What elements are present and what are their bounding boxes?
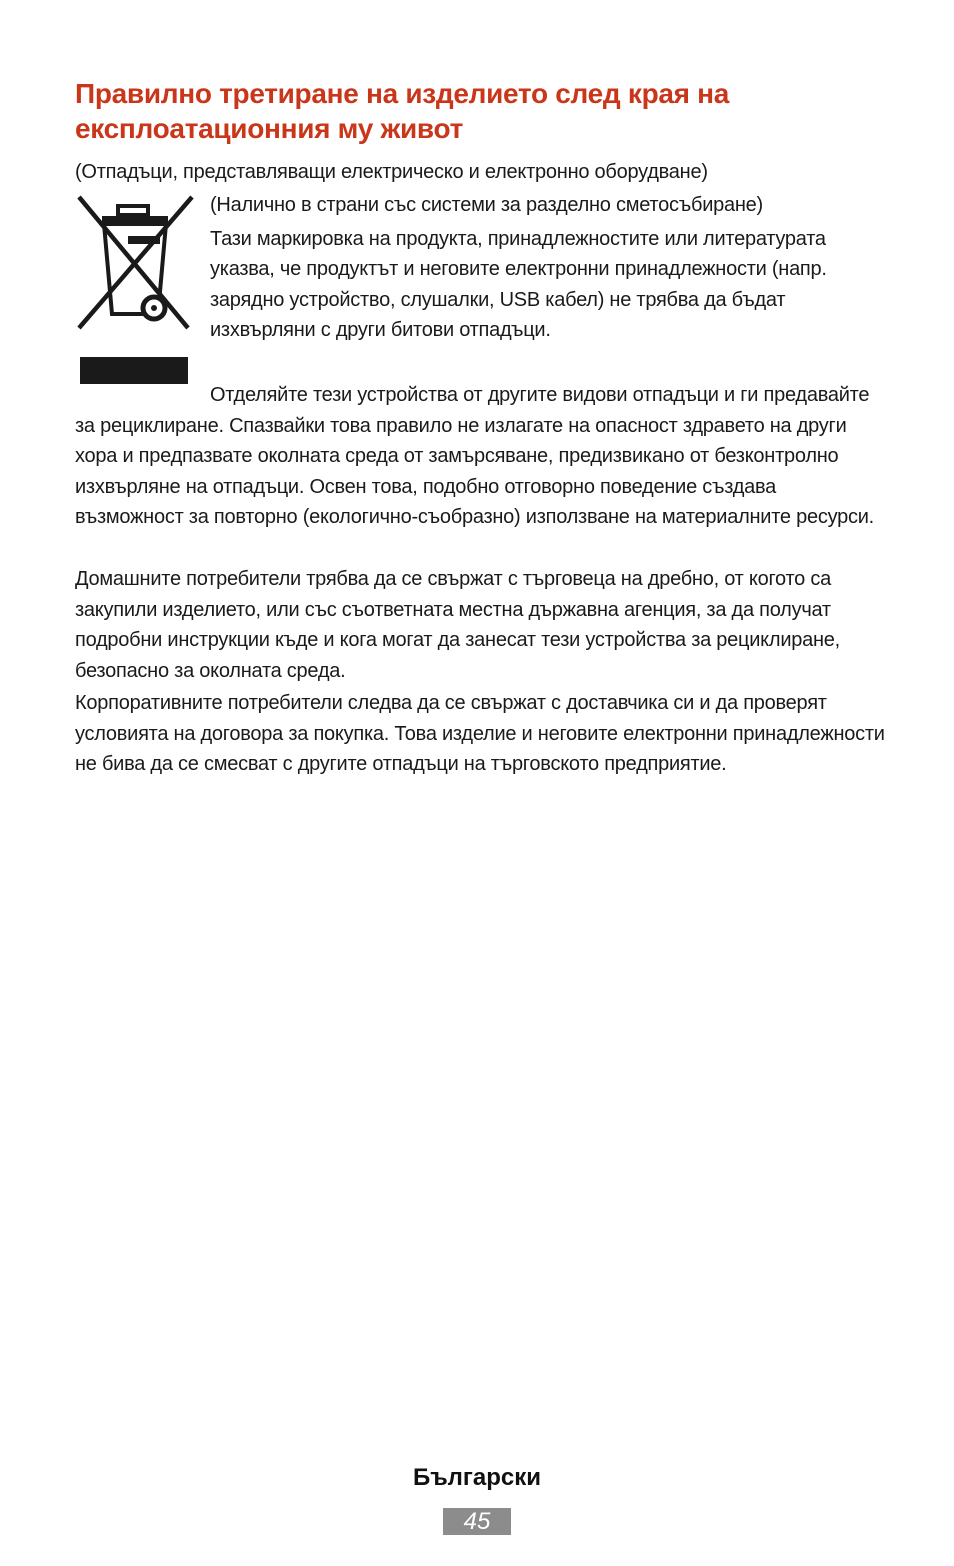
separation-paragraph-text: Отделяйте тези устройства от другите видови отпадъци и ги предавайте за рециклиране. Спазвайки това правило не излагате на опасност здравето на други хора и предпазвате околната среда от замърсяване, предизвикано от безконтролно изхвърляне на отпадъци. Освен това, подобно отговорно поведение създава възможност за повторно (екологично-съобразно) използване на материалните ресурси. [75,384,874,528]
business-users-paragraph: Корпоративните потребители следва да се свържат с доставчика си и да проверят условията на договора за покупка. Това изделие и неговите електронни принадлежности не бива да се смесват с другите отпадъци на търговското предприятие. [75,692,885,775]
availability-note: (Налично в страни със системи за разделно сметосъбиране) [210,194,763,216]
household-users-paragraph: Домашните потребители трябва да се свържат с търговеца на дребно, от когото са закупили изделието, или със съответната местна държавна агенция, за да получат подробни инструкции къде и кога могат да занесат тези устройства за рециклиране, безопасно за околната среда. [75,568,840,682]
marking-explanation: Тази маркировка на продукта, принадлежностите или литературата указва, че продуктът и неговите електронни принадлежности (напр. зарядно устройство, слушалки, USB кабел) не трябва да бъдат изхвърляни с други битови отпадъци. [210,227,827,341]
section-subtitle: (Отпадъци, представляващи електрическо и електронно оборудване) [75,161,708,183]
intro-column [210,190,890,349]
page-title: Правилно третиране на изделието след края на експлоатационния му живот [75,78,730,144]
footer-language: Български [412,1464,542,1491]
separation-paragraph [75,380,875,533]
weee-crossed-bin-icon [74,192,196,386]
page-number: 45 [443,1508,511,1535]
